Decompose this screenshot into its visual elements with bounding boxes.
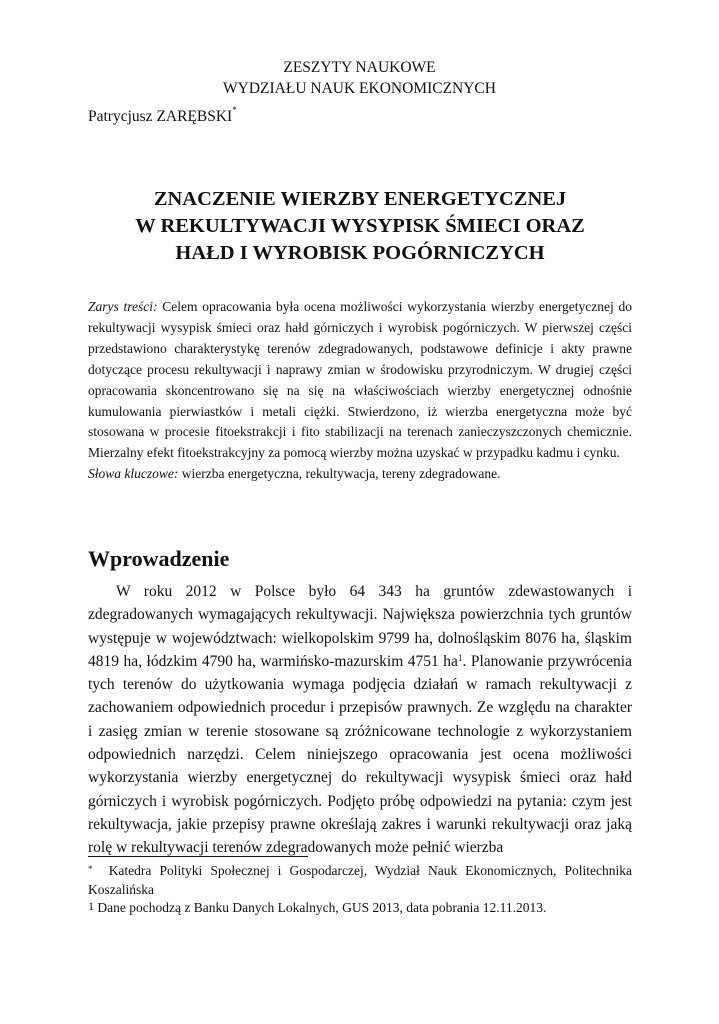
abstract-label: Zarys treści:: [88, 299, 158, 314]
footnote-affiliation-text: Katedra Polityki Społecznej i Gospodarczej, Wydział Nauk Ekonomicznych, Politechnika Koszalińska: [88, 863, 632, 897]
paper-title: [60, 186, 660, 267]
footnote-source-text: Dane pochodzą z Banku Danych Lokalnych, GUS 2013, data pobrania 12.11.2013.: [97, 900, 547, 915]
footnote-ref: 1: [457, 652, 463, 663]
journal-header: [0, 57, 719, 99]
keywords-label: Słowa kluczowe:: [88, 466, 179, 482]
intro-text-start: W roku 2012 w Polsce było 64 343 ha gruntów zdewastowanych i zdegradowanych wymagających rekultywacji. Największa powierzchnia tych gruntów występuje w województwach: wielkopolskim 9799 ha, dolnośląskim 8076 ha, śląskim 4819 ha, łódzkim 4790 ha, warmińsko-mazurskim 4751 ha: [88, 583, 632, 670]
faculty-name: WYDZIAŁU NAUK EKONOMICZNYCH: [223, 80, 496, 97]
author-line: [88, 105, 237, 126]
keywords-paragraph: [88, 464, 632, 485]
title-line-3: HAŁD I WYROBISK POGÓRNICZYCH: [175, 242, 545, 264]
intro-paragraph: [88, 580, 632, 860]
section-heading: Wprowadzenie: [88, 546, 230, 571]
author-footnote-mark: *: [232, 105, 237, 115]
title-line-1: ZNACZENIE WIERZBY ENERGETYCZNEJ: [153, 188, 567, 210]
footnote-source: [88, 899, 632, 918]
title-line-2: W REKULTYWACJI WYSYPISK ŚMIECI ORAZ: [135, 215, 585, 237]
footnote-affiliation-mark: *: [88, 864, 93, 874]
footnote-source-mark: 1: [88, 899, 94, 913]
intro-text-end: . Planowanie przywrócenia tych terenów do użytkowania wymaga podjęcia działań w ramach rekultywacji z zachowaniem odpowiednich procedur i przepisów prawnych. Ze względu na charakter i zasięg zmian w terenie stosowane są zróżnicowane technologie z wykorzystaniem odpowiednich narzędzi. Celem niniejszego opracowania jest ocena możliwości wykorzystania wierzby energetycznej do rekultywacji wysypisk śmieci oraz hałd górniczych i wyrobisk pogórniczych. Podjęto próbę odpowiedzi na pytania: czym jest rekultywacja, jakie przepisy prawne określają zakres i warunki rekultywacji oraz jaką rolę w rekultywacji terenów zdegradowanych może pełnić wierzba: [88, 652, 632, 857]
abstract-text: Celem opracowania była ocena możliwości wykorzystania wierzby energetycznej do rekultywacji wysypisk śmieci oraz hałd górniczych i wyrobisk pogórniczych. W pierwszej części przedstawiono charakterystykę terenów zdegradowanych, podstawowe definicje i akty prawne dotyczące procesu rekultywacji i naprawy zmian w środowisku przyrodniczym. W drugiej części opracowania skoncentrowano się na się na właściwościach wierzby energetycznej odnośnie kumulowania pierwiastków i metali ciężki. Stwierdzono, iż wierzba energetyczna może być stosowana w procesie fitoekstrakcji i fito stabilizacji na terenach zanieczyszczonych chemicznie. Mierzalny efekt fitoekstrakcyjny za pomocą wierzby można uzyskać w przypadku kadmu i cynku.: [88, 299, 633, 461]
body-text: [88, 580, 632, 860]
keywords-text: wierzba energetyczna, rekultywacja, tereny zdegradowane.: [181, 466, 501, 482]
abstract-paragraph: [88, 297, 632, 464]
author-name: Patrycjusz ZARĘBSKI: [88, 108, 233, 125]
footnotes: [88, 862, 632, 918]
footnote-affiliation: [88, 862, 632, 899]
abstract: [88, 297, 632, 485]
footnote-divider: [88, 856, 308, 857]
journal-name: ZESZYTY NAUKOWE: [283, 59, 436, 76]
